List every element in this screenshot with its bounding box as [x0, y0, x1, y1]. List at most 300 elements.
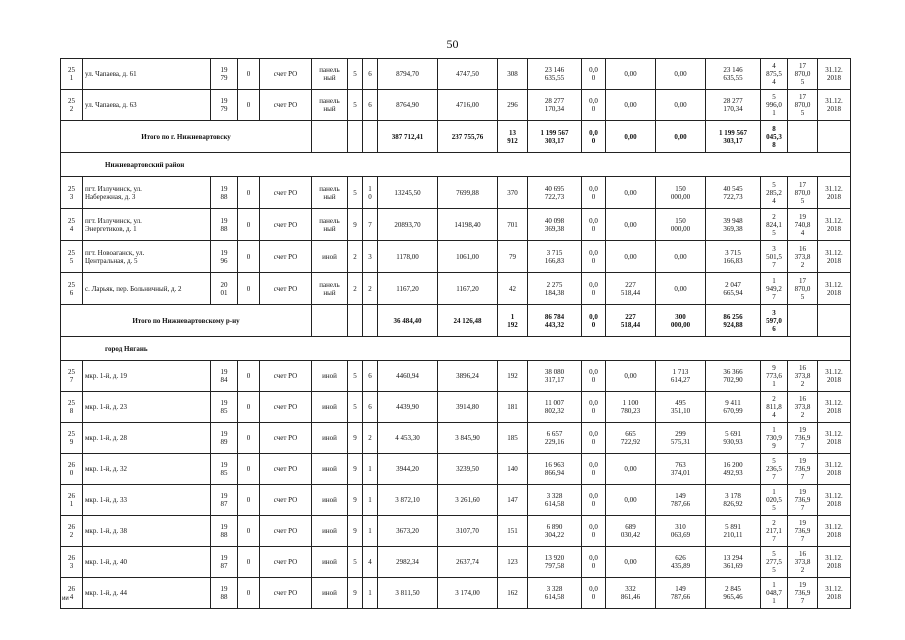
cell-c16: 3 501,5 7	[761, 241, 788, 273]
empty-cell	[312, 305, 348, 337]
cell-area2: 3 261,60	[438, 485, 498, 516]
cell-c13: 0,00	[606, 361, 656, 392]
cell-total: 23 146 635,55	[528, 59, 582, 90]
table-row	[61, 177, 851, 209]
cell-c17: 17 870,0 5	[788, 90, 818, 121]
cell-area1: 4460,94	[378, 361, 438, 392]
summary-area1: 36 484,40	[378, 305, 438, 337]
cell-c17: 17 870,0 5	[788, 177, 818, 209]
cell-c14: 763 374,01	[656, 454, 706, 485]
summary-c14: 0,00	[656, 121, 706, 153]
cell-c15: 3 715 166,83	[706, 241, 761, 273]
cell-mat: панель ный	[312, 177, 348, 209]
cell-people: 151	[498, 516, 528, 547]
cell-mat: иной	[312, 423, 348, 454]
cell-c14: 150 000,00	[656, 177, 706, 209]
cell-c16: 1 730,9 9	[761, 423, 788, 454]
cell-fund: счет РО	[260, 423, 312, 454]
cell-c15: 16 200 492,93	[706, 454, 761, 485]
cell-c15: 39 948 369,38	[706, 209, 761, 241]
cell-no: 25 5	[61, 241, 83, 273]
cell-c15: 13 294 361,69	[706, 547, 761, 578]
cell-addr: пгт. Излучинск, ул. Энергетиков, д. 1	[83, 209, 211, 241]
cell-area2: 3896,24	[438, 361, 498, 392]
cell-mat: панель ный	[312, 209, 348, 241]
cell-c15: 23 146 635,55	[706, 59, 761, 90]
cell-total: 28 277 170,34	[528, 90, 582, 121]
cell-mat: иной	[312, 578, 348, 609]
empty-cell	[788, 305, 818, 337]
cell-total: 2 275 184,38	[528, 273, 582, 305]
cell-year: 20 01	[211, 273, 238, 305]
cell-date: 31.12. 2018	[818, 454, 851, 485]
cell-c15: 5 691 930,93	[706, 423, 761, 454]
cell-fund: счет РО	[260, 516, 312, 547]
cell-year: 19 88	[211, 578, 238, 609]
cell-c13: 0,00	[606, 90, 656, 121]
cell-floors: 5	[348, 392, 363, 423]
cell-fund: счет РО	[260, 547, 312, 578]
cell-no: 25 3	[61, 177, 83, 209]
cell-fund: счет РО	[260, 454, 312, 485]
cell-c12: 0,0 0	[582, 485, 606, 516]
cell-fund: счет РО	[260, 578, 312, 609]
cell-ent: 1 0	[363, 177, 378, 209]
summary-c12: 0,0 0	[582, 121, 606, 153]
cell-c16: 9 773,6 1	[761, 361, 788, 392]
cell-date: 31.12. 2018	[818, 423, 851, 454]
summary-area1: 387 712,41	[378, 121, 438, 153]
cell-fund: счет РО	[260, 485, 312, 516]
cell-fund: счет РО	[260, 59, 312, 90]
summary-area2: 237 755,76	[438, 121, 498, 153]
cell-c17: 19 736,9 7	[788, 454, 818, 485]
cell-total: 3 715 166,83	[528, 241, 582, 273]
cell-c12: 0,0 0	[582, 516, 606, 547]
cell-c14: 0,00	[656, 273, 706, 305]
cell-total: 38 080 317,17	[528, 361, 582, 392]
cell-no: 25 7	[61, 361, 83, 392]
cell-c3: 0	[238, 423, 260, 454]
table-row	[61, 547, 851, 578]
cell-c15: 3 178 826,92	[706, 485, 761, 516]
cell-floors: 9	[348, 485, 363, 516]
cell-addr: ул. Чапаева, д. 61	[83, 59, 211, 90]
cell-year: 19 96	[211, 241, 238, 273]
cell-c15: 2 845 965,46	[706, 578, 761, 609]
cell-area2: 3107,70	[438, 516, 498, 547]
cell-mat: панель ный	[312, 90, 348, 121]
summary-row	[61, 305, 851, 337]
cell-area2: 4747,50	[438, 59, 498, 90]
cell-c3: 0	[238, 485, 260, 516]
section-row	[61, 337, 851, 361]
cell-c13: 0,00	[606, 547, 656, 578]
cell-ent: 3	[363, 241, 378, 273]
cell-fund: счет РО	[260, 177, 312, 209]
cell-c13: 0,00	[606, 177, 656, 209]
cell-fund: счет РО	[260, 273, 312, 305]
cell-c15: 9 411 670,99	[706, 392, 761, 423]
cell-mat: иной	[312, 516, 348, 547]
cell-c14: 0,00	[656, 90, 706, 121]
cell-c17: 16 373,8 2	[788, 241, 818, 273]
cell-addr: мкр. 1-й, д. 38	[83, 516, 211, 547]
cell-c3: 0	[238, 454, 260, 485]
cell-c15: 2 047 665,94	[706, 273, 761, 305]
table-row	[61, 361, 851, 392]
table-row	[61, 59, 851, 90]
cell-date: 31.12. 2018	[818, 361, 851, 392]
cell-mat: иной	[312, 454, 348, 485]
cell-addr: мкр. 1-й, д. 40	[83, 547, 211, 578]
cell-total: 40 695 722,73	[528, 177, 582, 209]
cell-c12: 0,0 0	[582, 273, 606, 305]
cell-c14: 150 000,00	[656, 209, 706, 241]
cell-area1: 3944,20	[378, 454, 438, 485]
cell-area2: 14198,40	[438, 209, 498, 241]
cell-area1: 3 872,10	[378, 485, 438, 516]
summary-people: 1 192	[498, 305, 528, 337]
cell-year: 19 88	[211, 516, 238, 547]
cell-total: 16 963 866,94	[528, 454, 582, 485]
cell-c17: 16 373,8 2	[788, 392, 818, 423]
cell-c12: 0,0 0	[582, 454, 606, 485]
cell-fund: счет РО	[260, 361, 312, 392]
cell-floors: 5	[348, 59, 363, 90]
summary-total: 86 784 443,32	[528, 305, 582, 337]
cell-c17: 19 740,8 4	[788, 209, 818, 241]
cell-no: 25 4	[61, 209, 83, 241]
cell-c3: 0	[238, 209, 260, 241]
cell-area1: 1167,20	[378, 273, 438, 305]
cell-c16: 5 236,5 7	[761, 454, 788, 485]
empty-cell	[348, 305, 363, 337]
cell-c16: 1 020,5 5	[761, 485, 788, 516]
summary-c13: 0,00	[606, 121, 656, 153]
cell-people: 308	[498, 59, 528, 90]
cell-c3: 0	[238, 516, 260, 547]
housing-repair-table	[60, 58, 851, 609]
cell-people: 296	[498, 90, 528, 121]
empty-cell	[788, 121, 818, 153]
cell-area2: 3 174,00	[438, 578, 498, 609]
cell-c17: 19 736,9 7	[788, 423, 818, 454]
cell-mat: панель ный	[312, 273, 348, 305]
cell-c12: 0,0 0	[582, 241, 606, 273]
empty-cell	[348, 121, 363, 153]
cell-people: 370	[498, 177, 528, 209]
cell-c17: 17 870,0 5	[788, 59, 818, 90]
cell-c17: 19 736,9 7	[788, 485, 818, 516]
cell-date: 31.12. 2018	[818, 209, 851, 241]
cell-no: 26 0	[61, 454, 83, 485]
cell-c16: 1 949,2 7	[761, 273, 788, 305]
cell-area1: 13245,50	[378, 177, 438, 209]
cell-area1: 3 811,50	[378, 578, 438, 609]
cell-date: 31.12. 2018	[818, 392, 851, 423]
cell-area1: 8794,70	[378, 59, 438, 90]
cell-mat: иной	[312, 392, 348, 423]
table-row	[61, 516, 851, 547]
cell-c16: 5 277,5 5	[761, 547, 788, 578]
cell-no: 26 2	[61, 516, 83, 547]
summary-c16: 3 597,0 6	[761, 305, 788, 337]
cell-year: 19 88	[211, 177, 238, 209]
cell-c13: 0,00	[606, 59, 656, 90]
cell-area2: 1167,20	[438, 273, 498, 305]
cell-people: 701	[498, 209, 528, 241]
cell-floors: 9	[348, 423, 363, 454]
cell-c12: 0,0 0	[582, 423, 606, 454]
cell-ent: 6	[363, 59, 378, 90]
cell-floors: 2	[348, 241, 363, 273]
cell-c3: 0	[238, 241, 260, 273]
cell-total: 11 007 802,32	[528, 392, 582, 423]
table-row	[61, 90, 851, 121]
cell-no: 25 2	[61, 90, 83, 121]
cell-floors: 9	[348, 516, 363, 547]
cell-no: 26 3	[61, 547, 83, 578]
cell-c12: 0,0 0	[582, 90, 606, 121]
cell-addr: мкр. 1-й, д. 19	[83, 361, 211, 392]
cell-no: 26 1	[61, 485, 83, 516]
cell-c12: 0,0 0	[582, 177, 606, 209]
cell-total: 13 920 797,58	[528, 547, 582, 578]
cell-c15: 36 366 702,90	[706, 361, 761, 392]
cell-mat: иной	[312, 547, 348, 578]
cell-addr: ул. Чапаева, д. 63	[83, 90, 211, 121]
cell-date: 31.12. 2018	[818, 273, 851, 305]
cell-c14: 626 435,89	[656, 547, 706, 578]
cell-c13: 0,00	[606, 485, 656, 516]
cell-ent: 1	[363, 454, 378, 485]
empty-cell	[363, 305, 378, 337]
cell-addr: пгт. Излучинск, ул. Набережная, д. 3	[83, 177, 211, 209]
cell-c16: 5 996,0 1	[761, 90, 788, 121]
cell-people: 140	[498, 454, 528, 485]
cell-people: 192	[498, 361, 528, 392]
section-title: город Нягань	[61, 337, 851, 361]
cell-floors: 5	[348, 361, 363, 392]
cell-c16: 2 824,1 5	[761, 209, 788, 241]
cell-ent: 6	[363, 361, 378, 392]
cell-c13: 227 518,44	[606, 273, 656, 305]
empty-cell	[363, 121, 378, 153]
cell-total: 6 890 304,22	[528, 516, 582, 547]
cell-c12: 0,0 0	[582, 209, 606, 241]
cell-floors: 9	[348, 578, 363, 609]
cell-area1: 1178,00	[378, 241, 438, 273]
cell-fund: счет РО	[260, 241, 312, 273]
cell-c14: 149 787,66	[656, 578, 706, 609]
summary-c16: 8 045,3 8	[761, 121, 788, 153]
cell-c16: 2 811,8 4	[761, 392, 788, 423]
cell-ent: 1	[363, 578, 378, 609]
cell-addr: мкр. 1-й, д. 32	[83, 454, 211, 485]
cell-people: 79	[498, 241, 528, 273]
cell-ent: 1	[363, 485, 378, 516]
cell-date: 31.12. 2018	[818, 241, 851, 273]
cell-total: 3 328 614,58	[528, 578, 582, 609]
cell-c3: 0	[238, 90, 260, 121]
cell-c13: 665 722,92	[606, 423, 656, 454]
cell-c17: 16 373,8 2	[788, 361, 818, 392]
summary-c14: 300 000,00	[656, 305, 706, 337]
cell-ent: 1	[363, 516, 378, 547]
cell-mat: иной	[312, 361, 348, 392]
cell-c3: 0	[238, 177, 260, 209]
cell-c14: 495 351,10	[656, 392, 706, 423]
cell-people: 162	[498, 578, 528, 609]
cell-c14: 310 063,69	[656, 516, 706, 547]
cell-floors: 5	[348, 90, 363, 121]
cell-addr: мкр. 1-й, д. 33	[83, 485, 211, 516]
cell-no: 26 4	[61, 578, 83, 609]
cell-fund: счет РО	[260, 392, 312, 423]
cell-c16: 4 875,5 4	[761, 59, 788, 90]
table-row	[61, 241, 851, 273]
cell-floors: 9	[348, 454, 363, 485]
cell-c13: 1 100 780,23	[606, 392, 656, 423]
cell-people: 42	[498, 273, 528, 305]
cell-area1: 20893,70	[378, 209, 438, 241]
cell-date: 31.12. 2018	[818, 578, 851, 609]
cell-mat: иной	[312, 485, 348, 516]
table-body	[61, 59, 851, 609]
cell-c17: 19 736,9 7	[788, 516, 818, 547]
cell-ent: 4	[363, 547, 378, 578]
cell-c15: 28 277 170,34	[706, 90, 761, 121]
summary-label: Итого по Нижневартовскому р-ну	[61, 305, 312, 337]
cell-floors: 9	[348, 209, 363, 241]
cell-date: 31.12. 2018	[818, 177, 851, 209]
cell-year: 19 79	[211, 90, 238, 121]
table-row	[61, 485, 851, 516]
cell-year: 19 87	[211, 547, 238, 578]
cell-area2: 2637,74	[438, 547, 498, 578]
cell-c13: 0,00	[606, 454, 656, 485]
cell-year: 19 85	[211, 392, 238, 423]
cell-year: 19 89	[211, 423, 238, 454]
cell-c14: 0,00	[656, 241, 706, 273]
footer-mark: ии	[62, 596, 69, 602]
table-row	[61, 392, 851, 423]
cell-c14: 1 713 614,27	[656, 361, 706, 392]
summary-c15: 1 199 567 303,17	[706, 121, 761, 153]
cell-c3: 0	[238, 59, 260, 90]
cell-year: 19 85	[211, 454, 238, 485]
summary-people: 13 912	[498, 121, 528, 153]
summary-label: Итого по г. Нижневартовску	[61, 121, 312, 153]
cell-c14: 299 575,31	[656, 423, 706, 454]
cell-people: 181	[498, 392, 528, 423]
cell-area1: 8764,90	[378, 90, 438, 121]
cell-c12: 0,0 0	[582, 59, 606, 90]
cell-c17: 17 870,0 5	[788, 273, 818, 305]
summary-area2: 24 126,48	[438, 305, 498, 337]
cell-floors: 2	[348, 273, 363, 305]
cell-no: 25 9	[61, 423, 83, 454]
cell-date: 31.12. 2018	[818, 516, 851, 547]
cell-c12: 0,0 0	[582, 578, 606, 609]
cell-c13: 0,00	[606, 241, 656, 273]
cell-addr: мкр. 1-й, д. 23	[83, 392, 211, 423]
cell-area2: 1061,00	[438, 241, 498, 273]
cell-ent: 7	[363, 209, 378, 241]
cell-c13: 689 030,42	[606, 516, 656, 547]
table-row	[61, 423, 851, 454]
cell-area2: 3 845,90	[438, 423, 498, 454]
cell-c3: 0	[238, 547, 260, 578]
summary-row	[61, 121, 851, 153]
cell-floors: 5	[348, 547, 363, 578]
section-title: Нижневартовский район	[61, 153, 851, 177]
cell-c14: 149 787,66	[656, 485, 706, 516]
cell-c12: 0,0 0	[582, 547, 606, 578]
cell-addr: с. Ларьяк, пер. Больничный, д. 2	[83, 273, 211, 305]
table-row	[61, 454, 851, 485]
cell-c3: 0	[238, 361, 260, 392]
cell-area2: 3239,50	[438, 454, 498, 485]
cell-area2: 7699,88	[438, 177, 498, 209]
cell-ent: 6	[363, 90, 378, 121]
cell-c3: 0	[238, 578, 260, 609]
cell-people: 147	[498, 485, 528, 516]
cell-c16: 2 217,1 7	[761, 516, 788, 547]
cell-people: 123	[498, 547, 528, 578]
cell-mat: иной	[312, 241, 348, 273]
cell-addr: мкр. 1-й, д. 44	[83, 578, 211, 609]
cell-c17: 16 373,8 2	[788, 547, 818, 578]
table-row	[61, 578, 851, 609]
cell-floors: 5	[348, 177, 363, 209]
cell-c13: 332 861,46	[606, 578, 656, 609]
cell-ent: 2	[363, 273, 378, 305]
summary-c15: 86 256 924,88	[706, 305, 761, 337]
cell-date: 31.12. 2018	[818, 485, 851, 516]
empty-cell	[818, 121, 851, 153]
cell-area1: 4439,90	[378, 392, 438, 423]
cell-people: 185	[498, 423, 528, 454]
cell-year: 19 79	[211, 59, 238, 90]
cell-date: 31.12. 2018	[818, 59, 851, 90]
cell-total: 3 328 614,58	[528, 485, 582, 516]
cell-total: 40 098 369,38	[528, 209, 582, 241]
empty-cell	[312, 121, 348, 153]
cell-date: 31.12. 2018	[818, 547, 851, 578]
summary-c13: 227 518,44	[606, 305, 656, 337]
cell-c3: 0	[238, 392, 260, 423]
page-number: 50	[446, 37, 459, 51]
cell-no: 25 8	[61, 392, 83, 423]
cell-no: 25 6	[61, 273, 83, 305]
cell-area1: 3673,20	[378, 516, 438, 547]
table-row	[61, 273, 851, 305]
cell-area2: 3914,80	[438, 392, 498, 423]
cell-c12: 0,0 0	[582, 361, 606, 392]
summary-c12: 0,0 0	[582, 305, 606, 337]
cell-c17: 19 736,9 7	[788, 578, 818, 609]
cell-no: 25 1	[61, 59, 83, 90]
cell-year: 19 84	[211, 361, 238, 392]
cell-fund: счет РО	[260, 90, 312, 121]
section-row	[61, 153, 851, 177]
cell-addr: пгт. Новоаганск, ул. Центральная, д. 5	[83, 241, 211, 273]
cell-area1: 4 453,30	[378, 423, 438, 454]
cell-c15: 40 545 722,73	[706, 177, 761, 209]
cell-year: 19 88	[211, 209, 238, 241]
